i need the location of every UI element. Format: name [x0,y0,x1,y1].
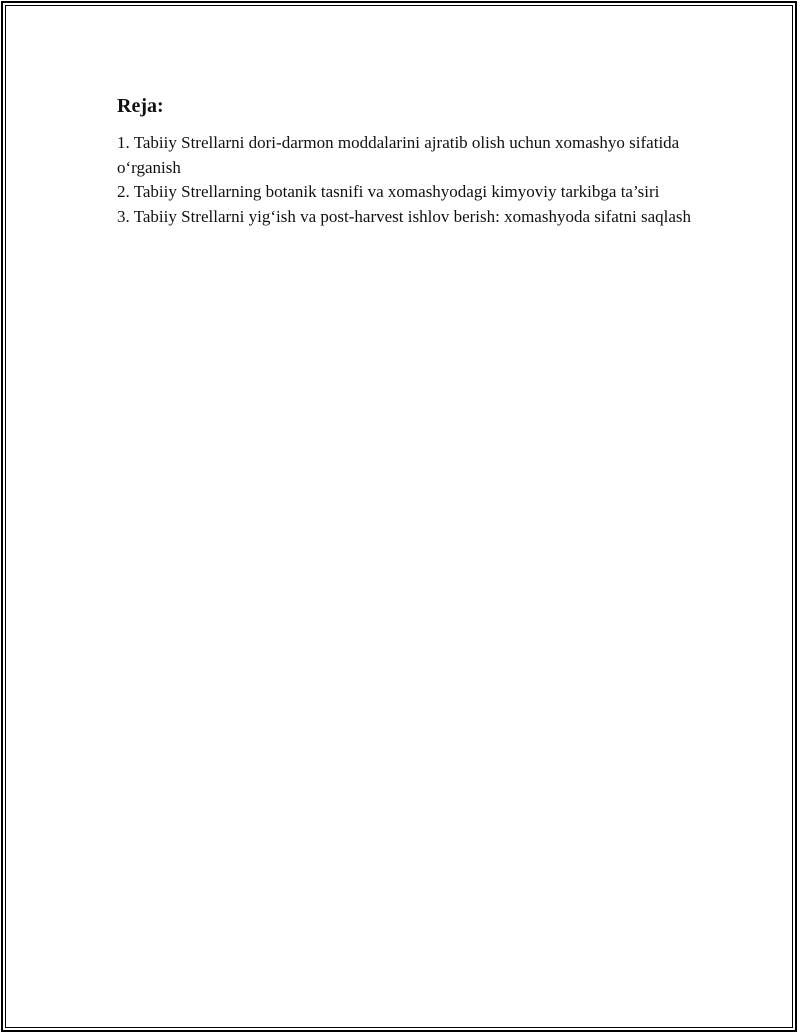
plan-list [117,131,692,229]
plan-heading: Reja: [117,95,164,117]
plan-item-2: 2. Tabiiy Strellarning botanik tasnifi va xomashyodagi kimyoviy tarkibga ta’siri [117,182,660,201]
plan-item-1: 1. Tabiiy Strellarni dori-darmon moddalarini ajratib olish uchun xomashyo sifatida o‘rganish [117,133,680,177]
plan-item-3: 3. Tabiiy Strellarni yig‘ish va post-harvest ishlov berish: xomashyoda sifatni saqlash [117,206,692,226]
document-body [117,93,692,229]
